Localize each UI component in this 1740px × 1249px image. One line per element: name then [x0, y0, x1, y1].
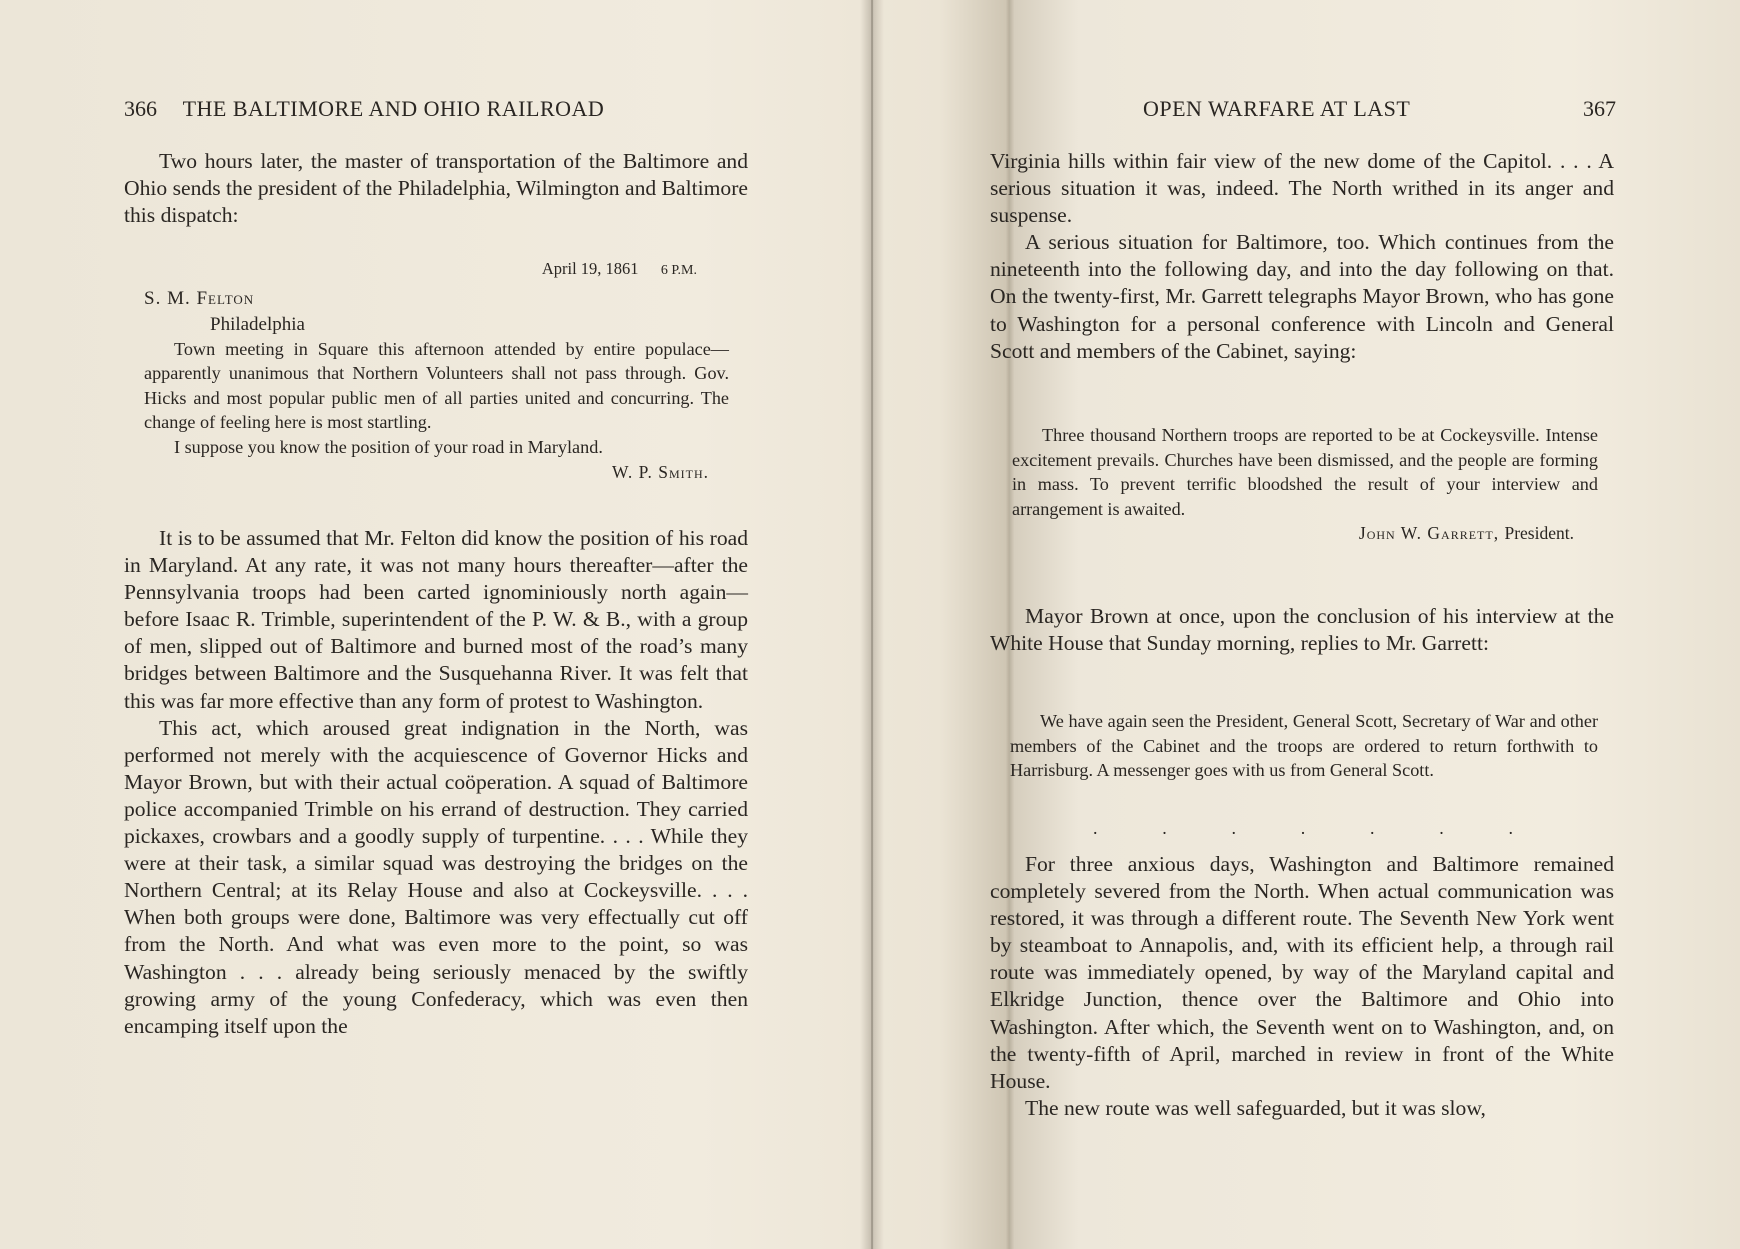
- body-text: [990, 851, 1614, 1122]
- ellipsis-dot: .: [1439, 818, 1444, 838]
- ellipsis-dot: .: [1162, 818, 1167, 838]
- telegram-block: [1010, 709, 1598, 783]
- paragraph: For three anxious days, Washington and Baltimore remained completely severed from the North. When actual communication was restored, it was through a different route. The Seventh New York went by steamboat to Annapolis, and, with its efficient help, a through rail route was immediately opened, by way of the Maryland capital and Elkridge Junction, thence over the Baltimore and Ohio into Washington. After which, the Seventh went on to Washington, and, on the twenty-fifth of April, marched in review in front of the White House.: [990, 852, 1614, 1093]
- dispatch-place: Philadelphia: [210, 313, 305, 335]
- ellipsis-dot: .: [1093, 818, 1098, 838]
- running-head: THE BALTIMORE AND OHIO RAILROAD: [182, 96, 605, 121]
- right-page-number-wrap: [1583, 96, 1616, 122]
- running-head: OPEN WARFARE AT LAST: [1143, 96, 1411, 121]
- left-page: [0, 0, 866, 1249]
- dispatch-signature: W. P. Smith.: [612, 461, 709, 482]
- telegram-block: [1012, 423, 1598, 546]
- paragraph: Virginia hills within fair view of the new dome of the Capitol. . . . A serious situation it was, indeed. The North writhed in its anger and suspense.: [990, 149, 1614, 228]
- dispatch-body: I suppose you know the position of your road in Maryland.: [174, 436, 603, 457]
- telegram-body: We have again seen the President, General Scott, Secretary of War and other members of the Cabinet and the troops are ordered to return forthwith to Harrisburg. A messenger goes with us from General Scott.: [1010, 711, 1598, 781]
- paragraph: Two hours later, the master of transportation of the Baltimore and Ohio sends the president of the Philadelphia, Wilmington and Baltimore this dispatch:: [124, 149, 748, 228]
- dispatch-date: April 19, 1861 6 P.M.: [541, 259, 697, 278]
- paragraph: It is to be assumed that Mr. Felton did know the position of his road in Maryland. At any rate, it was not many hours thereafter—after the Pennsylvania troops had been carted ignominiously north again—before Isaac R. Trimble, superintendent of the P. W. & B., with a group of men, slipped out of Baltimore and burned most of the road’s many bridges between Baltimore and the Susquehanna River. It was felt that this was far more effective than any form of protest to Washington.: [124, 526, 748, 713]
- ellipsis-dot: .: [1370, 818, 1375, 838]
- page-number: 367: [1583, 96, 1616, 121]
- paragraph: A serious situation for Baltimore, too. Which continues from the nineteenth into the following day, and into the day following on that. On the twenty-first, Mr. Garrett telegraphs Mayor Brown, who has gone to Washington for a personal conference with Lincoln and General Scott and members of the Cabinet, saying:: [990, 230, 1614, 363]
- telegram-body: Three thousand Northern troops are reported to be at Cockeysville. Intense excitement prevails. Churches have been dismissed, and the people are forming in mass. To prevent terrific bloodshed the result of your interview and arrangement is awaited.: [1012, 425, 1598, 519]
- page-number: 366: [124, 96, 157, 121]
- ellipsis-row: [1093, 818, 1513, 839]
- right-page: [874, 0, 1740, 1249]
- body-text: [990, 603, 1614, 657]
- dispatch-addressee: S. M. Felton: [144, 287, 255, 309]
- dispatch-body: Town meeting in Square this afternoon attended by entire populace—apparently unanimous that Northern Volunteers shall not pass through. Gov. Hicks and most popular public men of all parties united and concurring. The change of feeling here is most startling.: [144, 338, 729, 433]
- ellipsis-dot: .: [1231, 818, 1236, 838]
- ellipsis-dot: .: [1300, 818, 1306, 838]
- left-page-header: [124, 96, 604, 122]
- dispatch-block: [144, 257, 729, 484]
- paragraph: This act, which aroused great indignation in the North, was performed not merely with the acquiescence of Governor Hicks and Mayor Brown, but with their actual coöperation. A squad of Baltimore police accompanied Trimble on his errand of destruction. They carried pickaxes, crowbars and a goodly supply of turpentine. . . . While they were at their task, a similar squad was destroying the bridges on the Northern Central; at its Relay House and also at Cockeysville. . . . When both groups were done, Baltimore was very effectually cut off from the North. And what was even more to the point, so was Washington . . . already being seriously menaced by the swiftly growing army of the young Confederacy, which was even then encamping itself upon the: [124, 715, 748, 1038]
- intro-block: [124, 148, 748, 229]
- paragraph: The new route was well safeguarded, but it was slow,: [1025, 1095, 1486, 1120]
- right-page-header: [1143, 96, 1410, 122]
- paragraph: Mayor Brown at once, upon the conclusion of his interview at the White House that Sunday morning, replies to Mr. Garrett:: [990, 604, 1614, 656]
- body-text: [124, 525, 748, 1040]
- ellipsis-dot: .: [1508, 818, 1513, 838]
- body-text: [990, 148, 1614, 365]
- telegram-signature: John W. Garrett, President.: [1358, 523, 1574, 544]
